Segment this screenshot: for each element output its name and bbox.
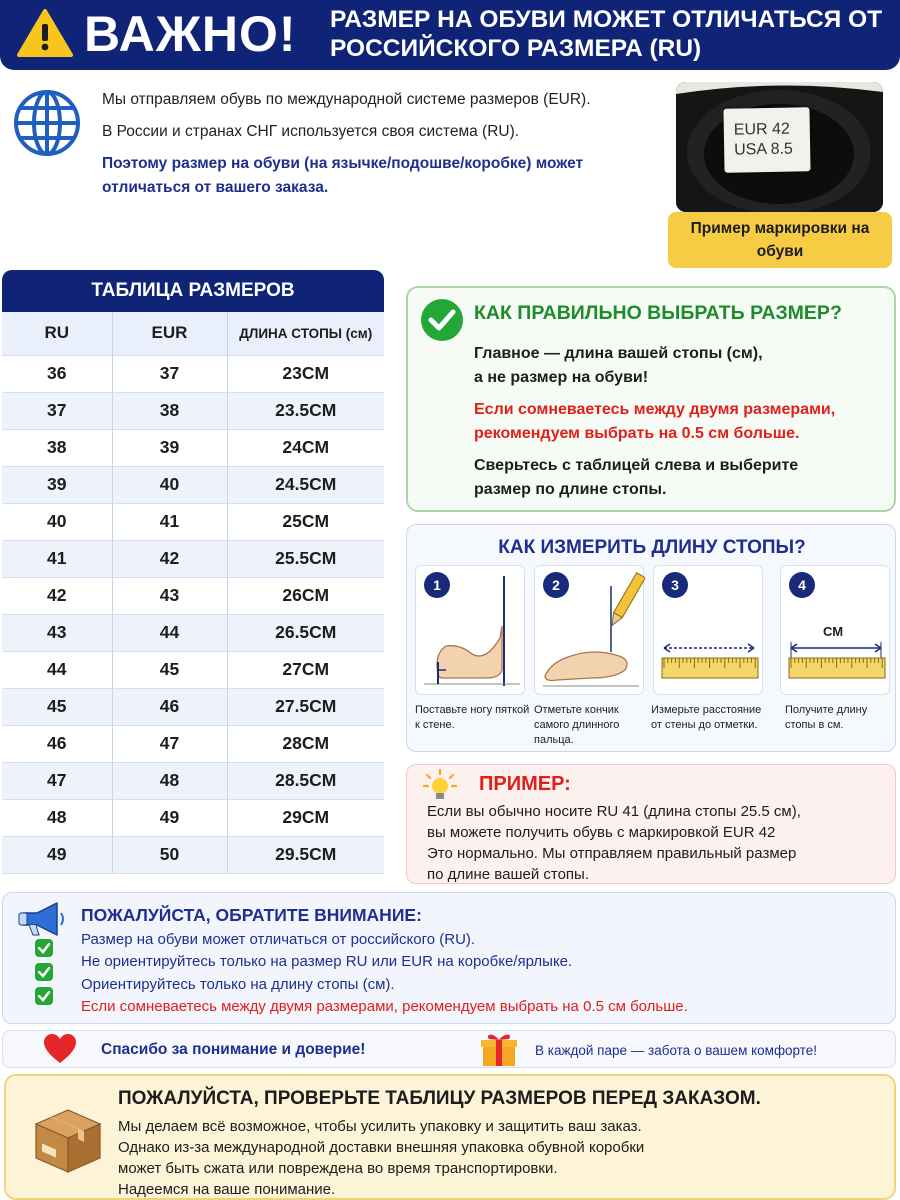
- foot-length-cell: 26.5CM: [227, 614, 384, 651]
- eur-size-cell: 46: [112, 688, 227, 725]
- check-icon: [35, 987, 53, 1005]
- important-badge: ВАЖНО!: [84, 6, 297, 62]
- example-line-3: Это нормально. Мы отправляем правильный размер: [427, 845, 797, 862]
- size-table-grid: [2, 312, 384, 874]
- package-box-icon: [30, 1102, 106, 1174]
- choose-check-line-1: Сверьтесь с таблицей слева и выберите: [474, 457, 799, 474]
- foot-length-cell: 27CM: [227, 651, 384, 688]
- eur-size-cell: 38: [112, 392, 227, 429]
- packaging-line-1: Мы делаем всё возможное, чтобы усилить упаковку и защитить ваш заказ.: [118, 1118, 642, 1135]
- comfort-text: В каждой паре — забота о вашем комфорте!: [535, 1043, 818, 1058]
- eur-size-cell: 37: [112, 355, 227, 392]
- eur-size-cell: 41: [112, 503, 227, 540]
- size-table-header-row: [2, 312, 384, 355]
- how-to-measure-title: КАК ИЗМЕРИТЬ ДЛИНУ СТОПЫ?: [498, 537, 806, 558]
- ru-size-cell: 36: [2, 355, 112, 392]
- ru-size-cell: 41: [2, 540, 112, 577]
- how-to-choose-title: КАК ПРАВИЛЬНО ВЫБРАТЬ РАЗМЕР?: [474, 302, 842, 324]
- foot-length-cell: 29CM: [227, 799, 384, 836]
- gift-icon: [479, 1031, 519, 1067]
- example-text: [427, 801, 887, 885]
- intro-paragraph-ru: В России и странах СНГ используется своя система (RU).: [102, 123, 520, 140]
- choose-check-line-2: размер по длине стопы.: [474, 481, 667, 498]
- column-header-foot-length: ДЛИНА СТОПЫ (см): [227, 312, 384, 355]
- ru-size-cell: 40: [2, 503, 112, 540]
- foot-length-cell: 24.5CM: [227, 466, 384, 503]
- check-before-order-title: ПОЖАЛУЙСТА, ПРОВЕРЬТЕ ТАБЛИЦУ РАЗМЕРОВ ПЕРЕД ЗАКАЗОМ.: [118, 1088, 761, 1109]
- measure-step-2-caption: Отметьте кончик самого длинного пальца.: [534, 704, 620, 746]
- label-example-caption: Пример маркировки на обуви: [668, 212, 892, 268]
- choose-main-line-1: Главное — длина вашей стопы (см),: [474, 345, 763, 362]
- eur-size-cell: 49: [112, 799, 227, 836]
- eur-size-cell: 44: [112, 614, 227, 651]
- cm-label: СМ: [823, 624, 844, 639]
- size-table-row: [2, 577, 384, 614]
- thanks-text: Спасибо за понимание и доверие!: [101, 1041, 366, 1058]
- example-line-4: по длине вашей стопы.: [427, 866, 589, 883]
- eur-size-cell: 48: [112, 762, 227, 799]
- size-table-row: [2, 651, 384, 688]
- warning-icon: [16, 8, 74, 58]
- foot-length-cell: 26CM: [227, 577, 384, 614]
- step-number-4: 4: [789, 572, 815, 598]
- column-header-eur: EUR: [112, 312, 227, 355]
- ru-size-cell: 37: [2, 392, 112, 429]
- lightbulb-icon: [423, 769, 457, 803]
- size-table-row: [2, 429, 384, 466]
- intro-paragraph-warning: Поэтому размер на обуви (на язычке/подошве/коробке) может отличаться от вашего заказа.: [102, 155, 584, 196]
- size-table-row: [2, 540, 384, 577]
- packaging-line-2: Однако из-за международной доставки внешняя упаковка обувной коробки: [118, 1139, 645, 1156]
- measure-step-4: [780, 565, 890, 695]
- check-icon: [35, 939, 53, 957]
- foot-length-cell: 27.5CM: [227, 688, 384, 725]
- attention-box: [2, 892, 896, 1024]
- ru-size-cell: 43: [2, 614, 112, 651]
- size-table-row: [2, 725, 384, 762]
- header-warning-text: РАЗМЕР НА ОБУВИ МОЖЕТ ОТЛИЧАТЬСЯ ОТ РОССИЙСКОГО РАЗМЕРА (RU): [330, 6, 883, 62]
- attention-item-2: Не ориентируйтесь только на размер RU или EUR на коробке/ярлыке.: [81, 953, 573, 970]
- choose-doubt-line-2: рекомендуем выбрать на 0.5 см больше.: [474, 425, 800, 442]
- example-line-2: вы можете получить обувь с маркировкой EUR 42: [427, 824, 776, 841]
- size-tag-usa: USA 8.5: [734, 140, 794, 159]
- intro-text: [102, 88, 622, 208]
- check-circle-icon: [420, 298, 464, 342]
- packaging-line-3: может быть сжата или повреждена во время транспортировки.: [118, 1160, 558, 1177]
- measure-step-3: [653, 565, 763, 695]
- size-table-row: [2, 762, 384, 799]
- size-table-row: [2, 799, 384, 836]
- how-to-choose-box: [406, 286, 896, 512]
- eur-size-cell: 40: [112, 466, 227, 503]
- measure-step-2: [534, 565, 644, 695]
- heart-icon: [43, 1033, 77, 1065]
- size-tag: [723, 107, 810, 172]
- size-table-row: [2, 503, 384, 540]
- ru-size-cell: 49: [2, 836, 112, 873]
- intro-paragraph-eur: Мы отправляем обувь по международной системе размеров (EUR).: [102, 91, 591, 108]
- attention-item-1: Размер на обуви может отличаться от российского (RU).: [81, 931, 476, 948]
- attention-item-3: Ориентируйтесь только на длину стопы (см).: [81, 976, 395, 993]
- size-table-row: [2, 614, 384, 651]
- megaphone-icon: [17, 899, 67, 939]
- eur-size-cell: 45: [112, 651, 227, 688]
- attention-title: ПОЖАЛУЙСТА, ОБРАТИТЕ ВНИМАНИЕ:: [81, 905, 422, 925]
- example-box: [406, 764, 896, 884]
- packaging-line-4: Надеемся на ваше понимание.: [118, 1181, 336, 1198]
- check-before-order-box: [4, 1074, 896, 1200]
- ru-size-cell: 45: [2, 688, 112, 725]
- size-table-row: [2, 355, 384, 392]
- measure-step-1: [415, 565, 525, 695]
- size-table-title: ТАБЛИЦА РАЗМЕРОВ: [2, 270, 384, 312]
- foot-length-cell: 28CM: [227, 725, 384, 762]
- shoe-label-photo: [676, 82, 883, 212]
- eur-size-cell: 50: [112, 836, 227, 873]
- size-table: [2, 270, 384, 874]
- choose-doubt-line-1: Если сомневаетесь между двумя размерами,: [474, 401, 836, 418]
- globe-icon: [12, 88, 82, 158]
- foot-length-cell: 25.5CM: [227, 540, 384, 577]
- foot-length-cell: 25CM: [227, 503, 384, 540]
- ru-size-cell: 47: [2, 762, 112, 799]
- foot-length-cell: 23CM: [227, 355, 384, 392]
- size-table-row: [2, 688, 384, 725]
- eur-size-cell: 47: [112, 725, 227, 762]
- how-to-measure-box: [406, 524, 896, 752]
- ru-size-cell: 42: [2, 577, 112, 614]
- step-number-2: 2: [543, 572, 569, 598]
- measure-step-4-caption: Получите длину стопы в см.: [785, 704, 868, 731]
- column-header-ru: RU: [2, 312, 112, 355]
- ru-size-cell: 38: [2, 429, 112, 466]
- check-before-order-text: [118, 1116, 878, 1200]
- size-table-row: [2, 466, 384, 503]
- thanks-bar: [2, 1030, 896, 1068]
- foot-length-cell: 23.5CM: [227, 392, 384, 429]
- example-line-1: Если вы обычно носите RU 41 (длина стопы 25.5 см),: [427, 803, 801, 820]
- size-table-row: [2, 836, 384, 873]
- eur-size-cell: 39: [112, 429, 227, 466]
- ru-size-cell: 39: [2, 466, 112, 503]
- ru-size-cell: 46: [2, 725, 112, 762]
- ru-size-cell: 44: [2, 651, 112, 688]
- attention-item-4: Если сомневаетесь между двумя размерами, рекомендуем выбрать на 0.5 см больше.: [81, 998, 688, 1015]
- size-table-row: [2, 392, 384, 429]
- size-tag-eur: EUR 42: [733, 120, 790, 139]
- measure-step-3-caption: Измерьте расстояние от стены до отметки.: [651, 704, 762, 731]
- step-number-1: 1: [424, 572, 450, 598]
- eur-size-cell: 42: [112, 540, 227, 577]
- header-banner: [0, 0, 900, 70]
- measure-step-1-caption: Поставьте ногу пяткой к стене.: [415, 704, 530, 731]
- foot-length-cell: 28.5CM: [227, 762, 384, 799]
- eur-size-cell: 43: [112, 577, 227, 614]
- foot-length-cell: 24CM: [227, 429, 384, 466]
- step-number-3: 3: [662, 572, 688, 598]
- example-title: ПРИМЕР:: [479, 773, 571, 795]
- foot-length-cell: 29.5CM: [227, 836, 384, 873]
- check-icon: [35, 963, 53, 981]
- choose-main-line-2: а не размер на обуви!: [474, 369, 649, 386]
- ru-size-cell: 48: [2, 799, 112, 836]
